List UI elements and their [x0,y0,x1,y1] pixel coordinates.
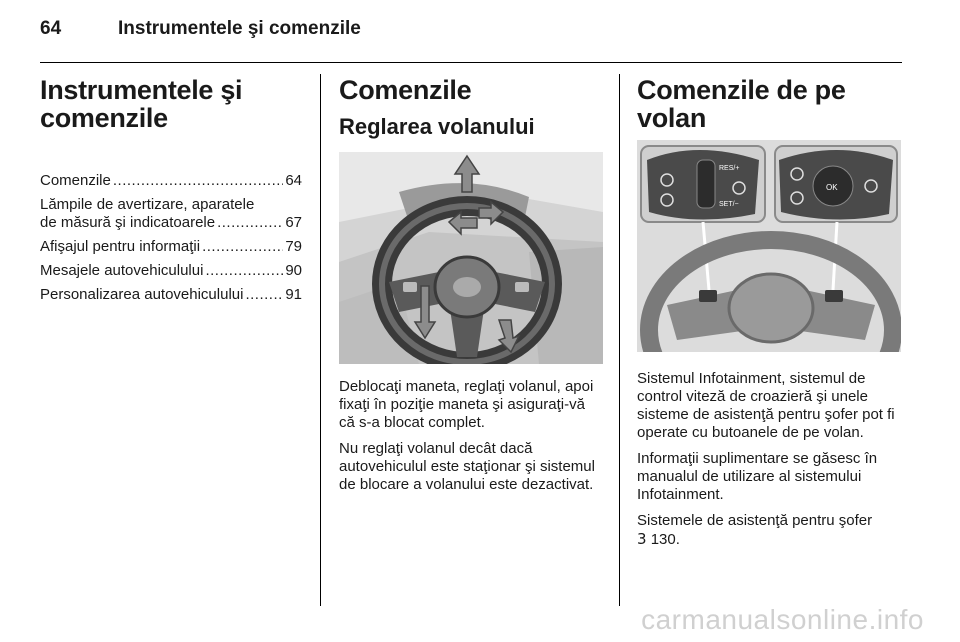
page-ref-link[interactable] [637,531,680,548]
paragraph-infotainment: Sistemul Infotainment, sistemul de control viteză de croazieră şi unele sisteme de asistenţă pentru şofer pot fi operate cu butoanele de pe volan. [637,370,895,441]
toc-page-number: 64 [285,172,302,189]
toc-label: Afişajul pentru informaţii [40,238,201,255]
toc-entry-mesajele[interactable] [40,262,302,280]
toc-entry-lampile[interactable] [40,196,302,232]
column-divider-2 [619,74,620,606]
page-reference-icon: 3 [637,530,647,548]
toc-label: Comenzile [40,172,111,189]
page-reference-number: 130. [650,531,680,548]
column-divider-1 [320,74,321,606]
chapter-heading [40,76,302,132]
paragraph-unlock: Deblocaţi maneta, reglaţi volanul, apoi fixaţi în poziţie maneta şi asiguraţi-vă că s-a blocat complet. [339,378,594,431]
watermark: carmanualsonline.info [641,604,924,635]
chapter-heading-line2: comenzile [40,103,168,133]
toc-label: Mesajele autovehiculului [40,262,204,279]
toc-leader-dots [245,286,283,304]
toc-entry-personalizarea[interactable] [40,286,302,304]
chapter-heading-line1: Instrumentele şi [40,75,243,105]
toc-label-line1: Lămpile de avertizare, aparatele [40,196,255,213]
page-number: 64 [40,18,62,39]
left-column [40,76,302,310]
section-heading-volan: Comenzile de pe volan [637,75,846,133]
middle-column [339,76,603,502]
toc-page-number: 91 [285,286,302,303]
toc-leader-dots [202,238,283,256]
toc-label: Personalizarea autovehiculului [40,286,244,303]
paragraph-warning: Nu reglaţi volanul decât dacă autovehiculul este staţionar şi sistemul de blocare a volanului este dezactivat. [339,440,595,493]
steering-adjustment-figure [339,152,603,364]
paragraph-driver-assist [637,512,903,549]
subsection-heading: Reglarea volanului [339,114,535,139]
driver-assist-text: Sistemele de asistenţă pentru şofer [637,512,873,529]
running-title: Instrumentele şi comenzile [118,18,361,39]
set-label: SET/− [719,201,739,208]
toc-leader-dots [113,172,283,190]
paragraph-more-info: Informaţii suplimentare se găsesc în manualul de utilizare al sistemului Infotainment. [637,450,878,503]
steering-controls-figure [637,140,901,352]
section-heading: Comenzile [339,75,472,105]
toc-page-number: 67 [285,214,302,231]
toc-page-number: 90 [285,262,302,279]
toc-entry-afisajul[interactable] [40,238,302,256]
right-column [637,76,903,557]
toc-leader-dots [205,262,283,280]
header-rule [40,62,902,63]
res-label: RES/+ [719,165,740,172]
ok-label: OK [826,183,838,192]
toc-page-number: 79 [285,238,302,255]
toc-label-line2: de măsură şi indicatoarele [40,214,216,231]
table-of-contents [40,172,302,304]
toc-entry-comenzile[interactable] [40,172,302,190]
toc-leader-dots [217,214,283,232]
